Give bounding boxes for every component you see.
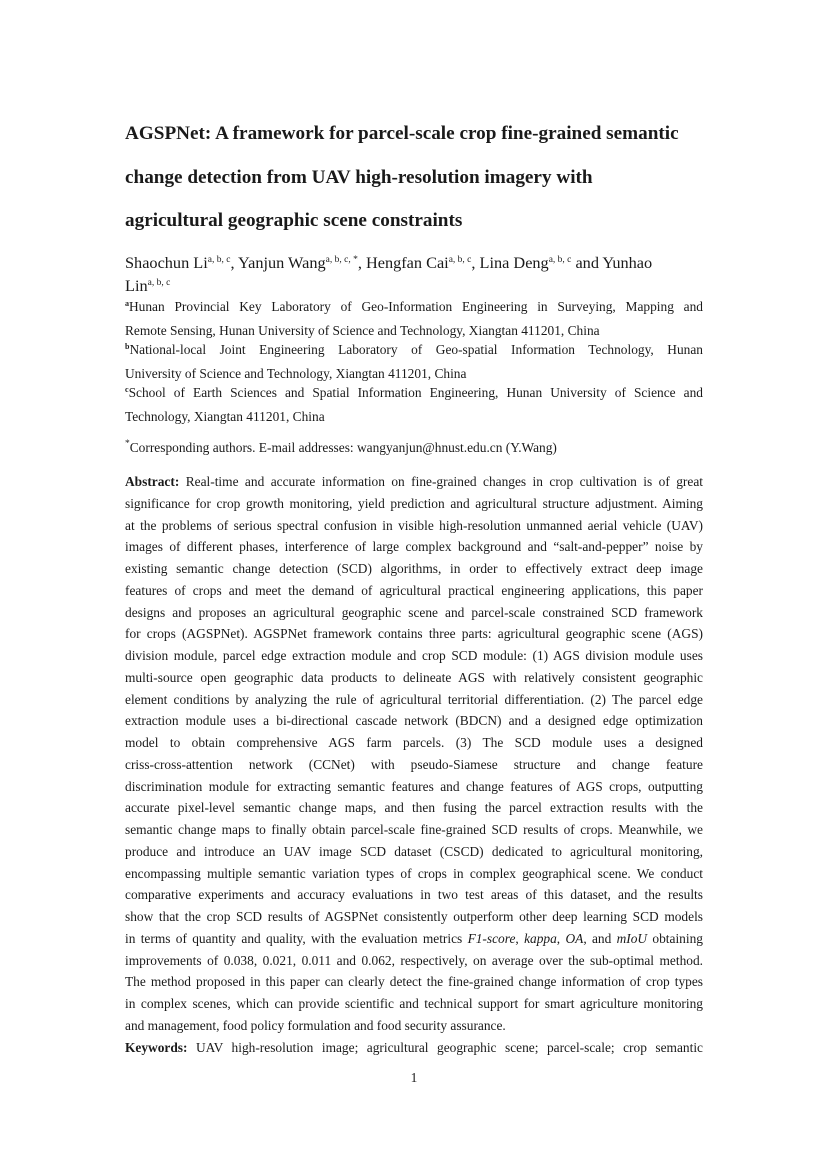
keywords-label: Keywords: [125,1039,188,1055]
abstract-line: produce and introduce an UAV image SCD dataset (CSCD) dedicated to agricultural monitoring, [125,843,703,859]
abstract-line: The method proposed in this paper can clearly detect the fine-grained change information of crop types [125,974,703,990]
corresponding-text: Corresponding authors. E-mail addresses: wangyanjun@hnust.edu.cn (Y.Wang) [129,440,557,455]
title-line-1: AGSPNet: A framework for parcel-scale crop fine-grained semantic [125,123,679,144]
abstract-line: features of crops and meet the demand of agricultural practical engineering applications, this paper [125,582,703,598]
abstract-line: element conditions by analyzing the rule of agricultural territorial differentiation. (2) The parcel edge [125,691,703,707]
abstract-line: semantic change maps to finally obtain parcel-scale fine-grained SCD results of crops. Meanwhile, we [125,822,703,837]
keywords-text: UAV high-resolution image; agricultural geographic scene; parcel-scale; crop semantic [187,1039,703,1055]
metric-oa: OA [565,930,584,946]
affiliation-line: $^b$National-local Joint Engineering Laboratory of Geo-spatial Information Technology, Hunan [125,342,703,357]
author-name: Shaochun Li [125,253,208,272]
abstract-section [125,471,703,1058]
metric-kappa: kappa [524,930,557,946]
affiliation-line: Remote Sensing, Hunan University of Science and Technology, Xiangtan 411201, China [125,322,600,338]
affiliation-line: Technology, Xiangtan 411201, China [125,408,325,424]
author-separator: , [357,253,366,272]
author-and: and Yunhao [571,253,653,272]
affiliation-line: $^c$School of Earth Sciences and Spatial Information Engineering, Hunan University of Science and [125,385,703,400]
metric-miou: mIoU [616,930,648,946]
abstract-label: Abstract: [125,474,180,489]
abstract-line: images of different phases, interference of large complex background and “salt-and-pepper” noise by [125,539,703,555]
abstract-line: discrimination module for extracting semantic features and change features of AGS crops, outputting [125,778,703,794]
author-name: Lin [125,276,148,295]
author-affiliation-sup: a, b, c [448,255,472,265]
abstract-line: multi-source open geographic data products to delineate AGS with relatively consistent geographic [125,669,703,685]
abstract-line: Abstract: Real-time and accurate information on fine-grained changes in crop cultivation is of great [125,474,703,489]
author-list [125,253,710,299]
abstract-line: designs and proposes an agricultural geographic scene and parcel-scale constrained SCD framework [125,604,703,620]
abstract-line: show that the crop SCD results of AGSPNet consistently outperform other deep learning SCD models [125,909,703,924]
title-line-2: change detection from UAV high-resolution imagery with [125,167,593,188]
abstract-line: improvements of 0.038, 0.021, 0.011 and 0.062, respectively, on average over the sub-optimal method. [125,952,703,968]
corresponding-mark: * [125,439,130,449]
abstract-line: extraction module uses a bi-directional cascade network (BDCN) and a designed edge optimization [125,713,703,729]
affiliation-a [125,296,703,341]
abstract-line: encompassing multiple semantic variation types of crops in complex geographical scene. We conduct [125,865,703,881]
affiliation-c [125,382,703,427]
author-separator: , [471,253,480,272]
abstract-line: at the problems of serious spectral confusion in visible high-resolution unmanned aerial vehicle (UAV) [125,517,703,533]
affiliation-mark: b [125,342,130,351]
author-affiliation-sup: a, b, c [147,278,171,288]
affiliation-mark: c [125,385,129,394]
affiliation-line: $^a$Hunan Provincial Key Laboratory of Geo-Information Engineering in Surveying, Mapping and [125,299,703,314]
metric-f1: F1-score [467,930,516,946]
abstract-line: division module, parcel edge extraction module and crop SCD module: (1) AGS division module uses [125,648,703,663]
title-line-3: agricultural geographic scene constraints [125,210,463,231]
author-name: Lina Deng [479,253,549,272]
author-affiliation-sup: a, b, c, * [325,255,358,265]
author-affiliation-sup: a, b, c [548,255,572,265]
abstract-line: and management, food policy formulation and food security assurance. [125,1017,506,1033]
affiliation-mark: a [125,299,129,308]
abstract-line: criss-cross-attention network (CCNet) with pseudo-Siamese structure and change feature [125,756,703,772]
abstract-line: model to obtain comprehensive AGS farm parcels. (3) The SCD module uses a designed [125,735,703,750]
keywords-line [125,1037,703,1059]
abstract-line: in complex scenes, which can provide scientific and technical support for smart agriculture monitoring [125,996,703,1011]
affiliation-line: University of Science and Technology, Xiangtan 411201, China [125,365,467,381]
author-name: Hengfan Cai [365,253,449,272]
abstract-line: significance for crop growth monitoring, yield prediction and agricultural structure adjustment. Aiming [125,495,703,511]
abstract-line: accurate pixel-level semantic change maps, and then fusing the parcel extraction results with the [125,800,703,816]
affiliation-b [125,339,703,384]
abstract-line: for crops (AGSPNet). AGSPNet framework contains three parts: agricultural geographic scene (AGS) [125,626,703,642]
author-affiliation-sup: a, b, c [207,255,231,265]
author-separator: , [230,253,238,272]
abstract-line: comparative experiments and accuracy evaluations in two test areas of this dataset, and the results [125,887,703,903]
author-name: Yanjun Wang [237,253,326,272]
corresponding-author-note [125,438,557,460]
page-number: 1 [410,1070,418,1085]
abstract-line: existing semantic change detection (SCD) algorithms, in order to effectively extract deep image [125,561,703,576]
abstract-line: in terms of quantity and quality, with the evaluation metrics F1-score, kappa, OA, and mIoU obtaining [125,930,703,946]
